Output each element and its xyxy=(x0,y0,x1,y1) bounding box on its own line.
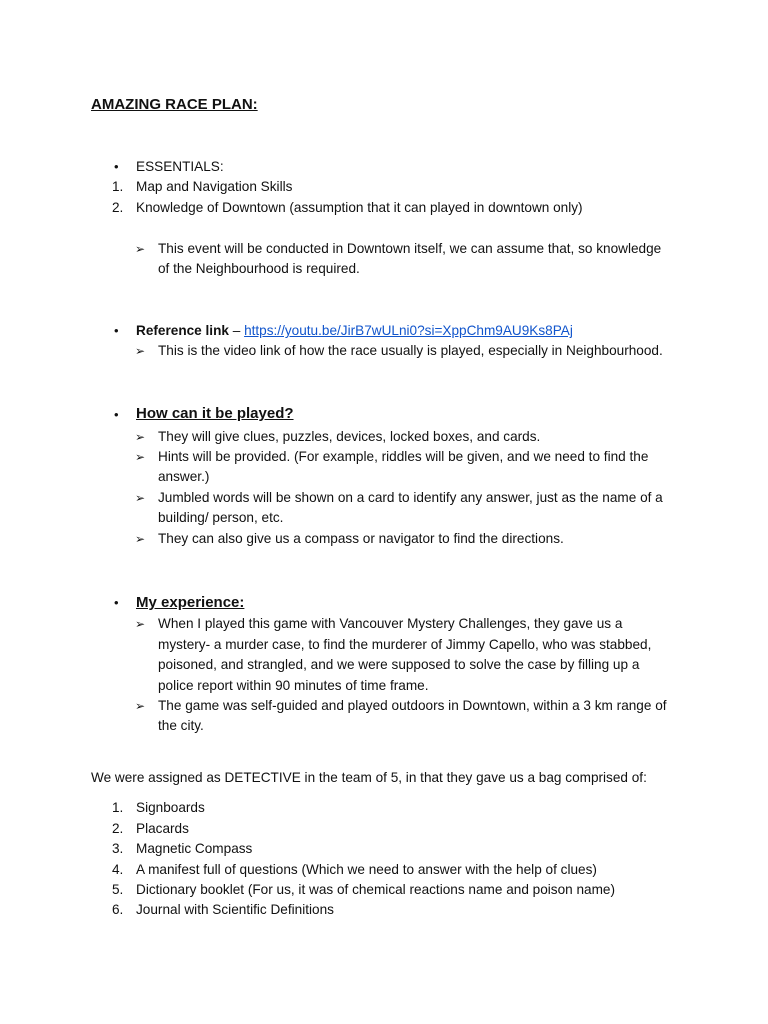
reference-link[interactable]: https://youtu.be/JirB7wULni0?si=XppChm9AU9Ks8PAj xyxy=(244,323,573,338)
list-item: Knowledge of Downtown (assumption that it can played in downtown only) xyxy=(136,200,583,215)
list-number: 4. xyxy=(112,862,124,877)
experience-line: poisoned, and strangled, and we were supposed to solve the case by filling up a xyxy=(158,657,640,672)
list-item: Dictionary booklet (For us, it was of chemical reactions name and poison name) xyxy=(136,882,616,897)
how-heading: How can it be played? xyxy=(136,405,294,422)
arrow-bullet-icon: ➢ xyxy=(135,242,146,256)
bullet-icon: • xyxy=(114,323,119,338)
list-number: 2. xyxy=(112,200,124,215)
list-number: 6. xyxy=(112,902,124,917)
how-point-line: Jumbled words will be shown on a card to identify any answer, just as the name of a xyxy=(158,490,663,505)
arrow-bullet-icon: ➢ xyxy=(135,450,146,464)
experience-line: the city. xyxy=(158,718,204,733)
how-point-line: answer.) xyxy=(158,469,210,484)
list-number: 1. xyxy=(112,800,124,815)
how-point-line: They will give clues, puzzles, devices, locked boxes, and cards. xyxy=(158,429,541,444)
bullet-icon: • xyxy=(114,159,119,174)
list-item: A manifest full of questions (Which we need to answer with the help of clues) xyxy=(136,862,597,877)
assigned-paragraph: We were assigned as DETECTIVE in the team of 5, in that they gave us a bag comprised of: xyxy=(91,770,647,785)
experience-line: The game was self-guided and played outdoors in Downtown, within a 3 km range of xyxy=(158,698,667,713)
list-number: 1. xyxy=(112,179,124,194)
list-item: Magnetic Compass xyxy=(136,841,253,856)
experience-heading: My experience: xyxy=(136,594,245,611)
arrow-bullet-icon: ➢ xyxy=(135,430,146,444)
list-item: Journal with Scientific Definitions xyxy=(136,902,334,917)
bullet-icon: • xyxy=(114,407,119,422)
arrow-bullet-icon: ➢ xyxy=(135,532,146,546)
list-number: 5. xyxy=(112,882,124,897)
experience-line: mystery- a murder case, to find the murderer of Jimmy Capello, who was stabbed, xyxy=(158,637,652,652)
essentials-heading: ESSENTIALS: xyxy=(136,159,224,174)
experience-line: police report within 90 minutes of time frame. xyxy=(158,678,429,693)
list-item: Map and Navigation Skills xyxy=(136,179,293,194)
arrow-bullet-icon: ➢ xyxy=(135,344,146,358)
reference-dash: – xyxy=(228,323,245,338)
reference-label: Reference link xyxy=(136,323,229,338)
reference-line xyxy=(136,321,573,341)
arrow-bullet-icon: ➢ xyxy=(135,617,146,631)
list-number: 2. xyxy=(112,821,124,836)
how-point-line: Hints will be provided. (For example, riddles will be given, and we need to find the xyxy=(158,449,649,464)
list-item: Signboards xyxy=(136,800,205,815)
bullet-icon: • xyxy=(114,595,119,610)
arrow-bullet-icon: ➢ xyxy=(135,491,146,505)
how-point-line: building/ person, etc. xyxy=(158,510,284,525)
reference-note: This is the video link of how the race usually is played, especially in Neighbourhood. xyxy=(158,343,663,358)
arrow-bullet-icon: ➢ xyxy=(135,699,146,713)
experience-line: When I played this game with Vancouver Mystery Challenges, they gave us a xyxy=(158,616,623,631)
how-point-line: They can also give us a compass or navigator to find the directions. xyxy=(158,531,564,546)
note-line: This event will be conducted in Downtown itself, we can assume that, so knowledge xyxy=(158,241,662,256)
list-number: 3. xyxy=(112,841,124,856)
page-title: AMAZING RACE PLAN: xyxy=(91,96,258,113)
note-line: of the Neighbourhood is required. xyxy=(158,261,360,276)
list-item: Placards xyxy=(136,821,189,836)
